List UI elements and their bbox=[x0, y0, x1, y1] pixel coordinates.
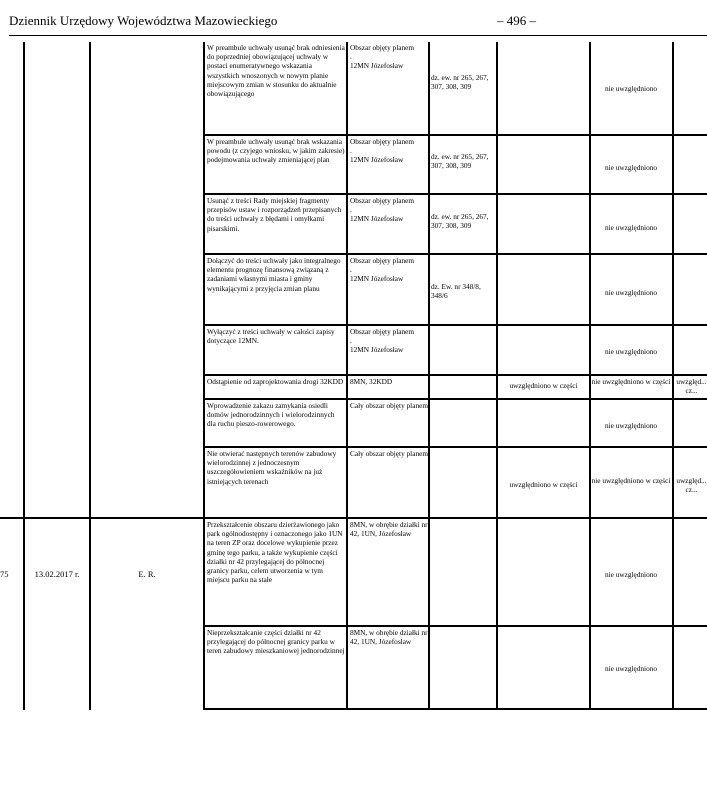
grid-line bbox=[203, 398, 707, 400]
grid-line bbox=[203, 446, 707, 448]
decision-partial: nie uwzględniono w części bbox=[591, 377, 671, 386]
grid-line bbox=[203, 253, 707, 255]
remark-content: Wyłączyć z treści uchwały w całości zapisy dotyczące 12MN. bbox=[207, 327, 335, 346]
grid-line bbox=[203, 374, 707, 376]
submission-date: 13.02.2017 r. bbox=[34, 570, 80, 579]
decision: uwzględniono w części bbox=[509, 381, 578, 390]
journal-title: Dziennik Urzędowy Województwa Mazowieckiego bbox=[9, 13, 278, 28]
grid-line bbox=[496, 42, 498, 710]
parcel-numbers: dz. ew. nr 265, 267, 307, 308, 309 bbox=[431, 73, 489, 92]
page-number: – 496 – bbox=[497, 13, 536, 28]
area-designation: Obszar objęty planem . 12MN Józefosław bbox=[350, 327, 415, 355]
grid-line bbox=[203, 42, 205, 710]
area-designation: Obszar objęty planem . 12MN Józefosław bbox=[350, 196, 415, 224]
decision-partial-cut: uwzględ... cz... bbox=[676, 377, 707, 396]
remark-content: Odstąpienie od zaprojektowania drogi 32KDD bbox=[207, 377, 344, 386]
grid-line bbox=[23, 42, 25, 710]
decision: nie uwzględniono bbox=[604, 288, 658, 297]
area-designation: Obszar objęty planem . 12MN Józefosław bbox=[350, 137, 415, 165]
grid-line bbox=[203, 324, 707, 326]
decision: nie uwzględniono bbox=[604, 163, 658, 172]
decision: nie uwzględniono bbox=[604, 223, 658, 232]
submitter-name: E. R. bbox=[138, 570, 156, 579]
decision: nie uwzględniono bbox=[604, 421, 658, 430]
grid-line bbox=[203, 193, 707, 195]
decision: nie uwzględniono bbox=[604, 84, 658, 93]
remark-content: Wprowadzenie zakazu zamykania osiedli domów jednorodzinnych i wielorodzinnych dla ruchu pieszo-rowerowego. bbox=[207, 401, 335, 429]
area-designation: 8MN, w obrębie działki nr 42, 1UN, Józefosław bbox=[350, 628, 428, 647]
grid-line bbox=[346, 42, 348, 710]
area-designation: Cały obszar objęty planem bbox=[350, 401, 428, 410]
grid-line bbox=[672, 42, 674, 710]
area-designation: 8MN, w obrębie działki nr 42, 1UN, Józefosław bbox=[350, 520, 428, 539]
remark-content: Dołączyć do treści uchwały jako integralnego elementu prognozę finansową związaną z zadaniami własnymi miasta i gminy wynikającymi z przyjęcia zmian planu bbox=[207, 256, 341, 293]
parcel-numbers: dz. ew. nr 265, 267, 307, 308, 309 bbox=[431, 152, 489, 171]
area-designation: Cały obszar objęty planem bbox=[350, 449, 428, 458]
header-rule bbox=[9, 35, 707, 36]
decision: nie uwzględniono bbox=[604, 664, 658, 673]
parcel-numbers: dz. ew. nr 265, 267, 307, 308, 309 bbox=[431, 212, 489, 231]
parcel-numbers: dz. Ew. nr 348/8, 348/6 bbox=[431, 282, 481, 301]
area-designation: 8MN, 32KDD bbox=[350, 377, 393, 386]
decision-partial: nie uwzględniono w części bbox=[591, 476, 671, 485]
grid-line bbox=[0, 517, 707, 519]
grid-line bbox=[428, 42, 430, 710]
decision-partial-cut: uwzględ... cz... bbox=[676, 476, 707, 495]
grid-line bbox=[203, 708, 707, 710]
decision: nie uwzględniono bbox=[604, 570, 658, 579]
area-designation: Obszar objęty planem . 12MN Józefosław bbox=[350, 256, 415, 284]
remark-content: W preambule uchwały usunąć brak wskazania powodu (z czyjego wniosku, w jakim zakresie) podejmowania uchwały zmieniającej plan bbox=[207, 137, 345, 165]
remark-content: Przekształcenie obszaru dzierżawionego jako park ogólnodostępny i oznaczonego jako 1UN na teren ZP oraz docelowe wykupienie przez gminę tego parku, a także wykupienie części działki nr 42 przylegającej do północnej granicy parku, celem utworzenia w tym miejscu parku na stałe bbox=[207, 520, 343, 585]
grid-line bbox=[203, 625, 707, 627]
remark-content: Usunąć z treści Rady miejskiej fragmenty przepisów ustaw i rozporządzeń przepisanych do treści uchwały z błędami i omyłkami pisarskimi. bbox=[207, 196, 342, 233]
decision: nie uwzględniono bbox=[604, 347, 658, 356]
grid-line bbox=[203, 134, 707, 136]
grid-line bbox=[589, 42, 591, 710]
grid-line bbox=[89, 42, 91, 710]
entry-number: 75 bbox=[0, 570, 9, 579]
remark-content: Nie otwierać następnych terenów zabudowy wielorodzinnej z jednoczesnym uszczegółowieniem wskaźników na już istniejących terenach bbox=[207, 449, 337, 486]
remark-content: W preambule uchwały usunąć brak odniesienia do poprzedniej obowiązującej uchwały w postaci enumeratywnego wskazania wszystkich wnoszonych w nowym planie miejscowym zmian w stosunku do aktualnie obowiązującego bbox=[207, 43, 345, 99]
area-designation: Obszar objęty planem . 12MN Józefosław bbox=[350, 43, 415, 71]
decision: uwzględniono w części bbox=[509, 480, 578, 489]
remark-content: Nieprzekształcanie części działki nr 42 przylegającej do północnej granicy parku w teren zabudowy mieszkaniowej jednorodzinnej bbox=[207, 628, 345, 656]
